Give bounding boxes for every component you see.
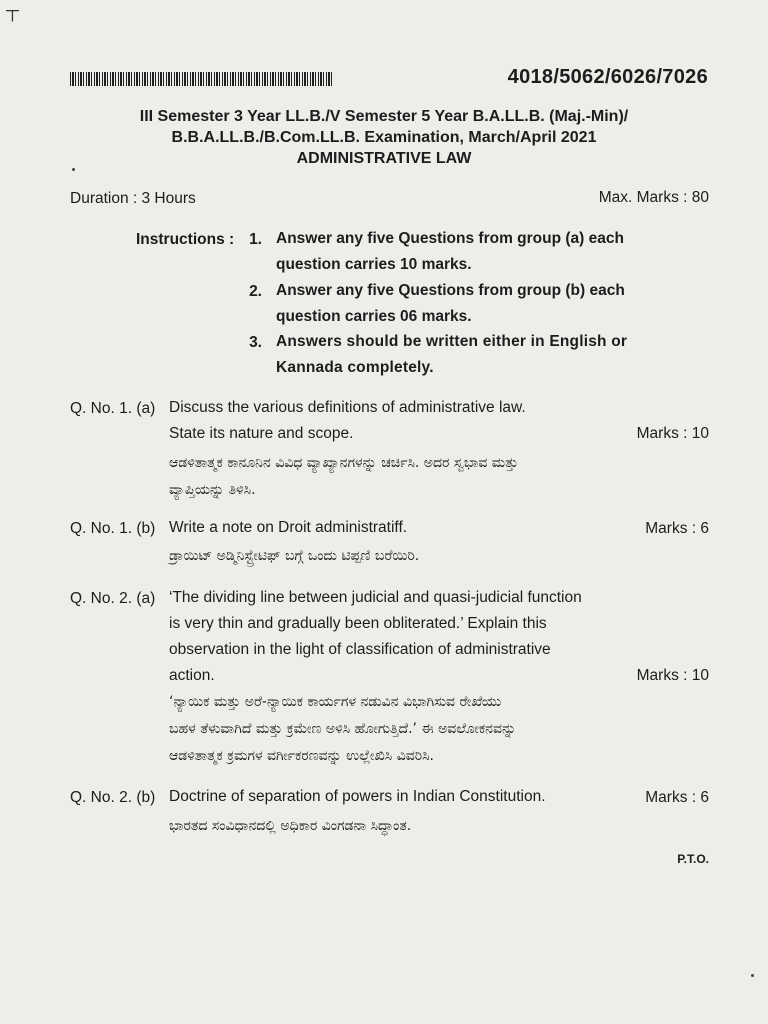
question-line: observation in the light of classification of administrative: [169, 641, 551, 658]
subject-title: ADMINISTRATIVE LAW: [296, 150, 472, 167]
max-marks: Max. Marks : 80: [598, 189, 709, 206]
question-line: is very thin and gradually been obliterated.’ Explain this: [169, 615, 547, 632]
question-marks: Marks : 6: [645, 520, 709, 537]
page-turn-over: P.T.O.: [677, 852, 709, 866]
question-label: Q. No. 2. (b): [70, 789, 156, 806]
paper-code: 4018/5062/6026/7026: [507, 66, 708, 88]
question-line: Write a note on Droit administratiff.: [169, 519, 408, 536]
scan-mark: ┬: [6, 0, 19, 20]
kannada-line: ಭಾರತದ ಸಂವಿಧಾನದಲ್ಲಿ ಅಧಿಕಾರ ವಿಂಗಡನಾ ಸಿದ್ಧಾಂತ.: [169, 818, 412, 834]
instruction-line: Answers should be written either in English or: [276, 333, 628, 350]
question-kannada: [169, 689, 649, 770]
question-line: Discuss the various definitions of administrative law.: [169, 399, 526, 416]
instruction-line: Kannada completely.: [276, 359, 434, 376]
question-kannada: [169, 543, 649, 570]
question-text: [169, 784, 629, 810]
question-kannada: [169, 450, 649, 504]
barcode: [70, 72, 332, 86]
exam-title-line-2: B.B.A.LL.B./B.Com.LL.B. Examination, March/April 2021: [171, 129, 597, 146]
instruction-line: question carries 10 marks.: [276, 256, 472, 273]
kannada-line: ಆಡಳಿತಾತ್ಮಕ ಕಾನೂನಿನ ವಿವಿಧ ವ್ಯಾಖ್ಯಾನಗಳನ್ನು ಚರ್ಚಿಸಿ. ಅದರ ಸ್ವಭಾವ ಮತ್ತು: [169, 455, 519, 471]
question-line: action.: [169, 667, 215, 684]
question-label: Q. No. 1. (a): [70, 400, 156, 417]
instruction-line: Answer any five Questions from group (a) each: [276, 230, 624, 247]
question-marks: Marks : 6: [645, 789, 709, 806]
instruction-number: 1.: [249, 231, 262, 248]
question-label: Q. No. 1. (b): [70, 520, 156, 537]
kannada-line: ‘ನ್ಯಾಯಿಕ ಮತ್ತು ಅರೆ-ನ್ಯಾಯಿಕ ಕಾರ್ಯಗಳ ನಡುವಿನ ವಿಭಾಗಿಸುವ ರೇಖೆಯು: [169, 694, 502, 710]
instructions-label: Instructions :: [136, 231, 235, 248]
question-marks: Marks : 10: [636, 425, 709, 442]
instruction-number: 3.: [249, 334, 262, 351]
question-line: ‘The dividing line between judicial and quasi-judicial function: [169, 589, 582, 606]
kannada-line: ಆಡಳಿತಾತ್ಮಕ ಕ್ರಮಗಳ ವರ್ಗೀಕರಣವನ್ನು ಉಲ್ಲೇಖಿಸಿ ವಿವರಿಸಿ.: [169, 748, 434, 764]
instruction-item: [276, 329, 696, 381]
duration: Duration : 3 Hours: [70, 190, 196, 207]
instruction-item: [276, 278, 696, 330]
question-marks: Marks : 10: [636, 667, 709, 684]
scan-dot: [72, 168, 75, 171]
scan-dot: [751, 974, 754, 977]
exam-title-line-1: III Semester 3 Year LL.B./V Semester 5 Year B.A.LL.B. (Maj.-Min)/: [139, 108, 629, 125]
instruction-number: 2.: [249, 283, 262, 300]
kannada-line: ಬಹಳ ತೆಳುವಾಗಿದೆ ಮತ್ತು ಕ್ರಮೇಣ ಅಳಿಸಿ ಹೋಗುತ್ತಿದೆ.’ ಈ ಅವಲೋಕನವನ್ನು: [169, 721, 517, 737]
question-label: Q. No. 2. (a): [70, 590, 156, 607]
instruction-line: question carries 06 marks.: [276, 308, 472, 325]
question-kannada: [169, 813, 649, 840]
question-text: [169, 585, 619, 689]
instruction-item: [276, 226, 696, 278]
question-line: State its nature and scope.: [169, 425, 354, 442]
instruction-line: Answer any five Questions from group (b) each: [276, 282, 625, 299]
question-line: Doctrine of separation of powers in Indian Constitution.: [169, 788, 546, 805]
question-text: [169, 515, 619, 541]
kannada-line: ವ್ಯಾಪ್ತಿಯನ್ನು ತಿಳಿಸಿ.: [169, 482, 256, 498]
question-text: [169, 395, 619, 447]
kannada-line: ಡ್ರಾಯಿಟ್ ಅಡ್ಮಿನಿಸ್ಟ್ರೇಟಿಫ್ ಬಗ್ಗೆ ಒಂದು ಟಿಪ್ಪಣಿ ಬರೆಯಿರಿ.: [169, 548, 420, 564]
